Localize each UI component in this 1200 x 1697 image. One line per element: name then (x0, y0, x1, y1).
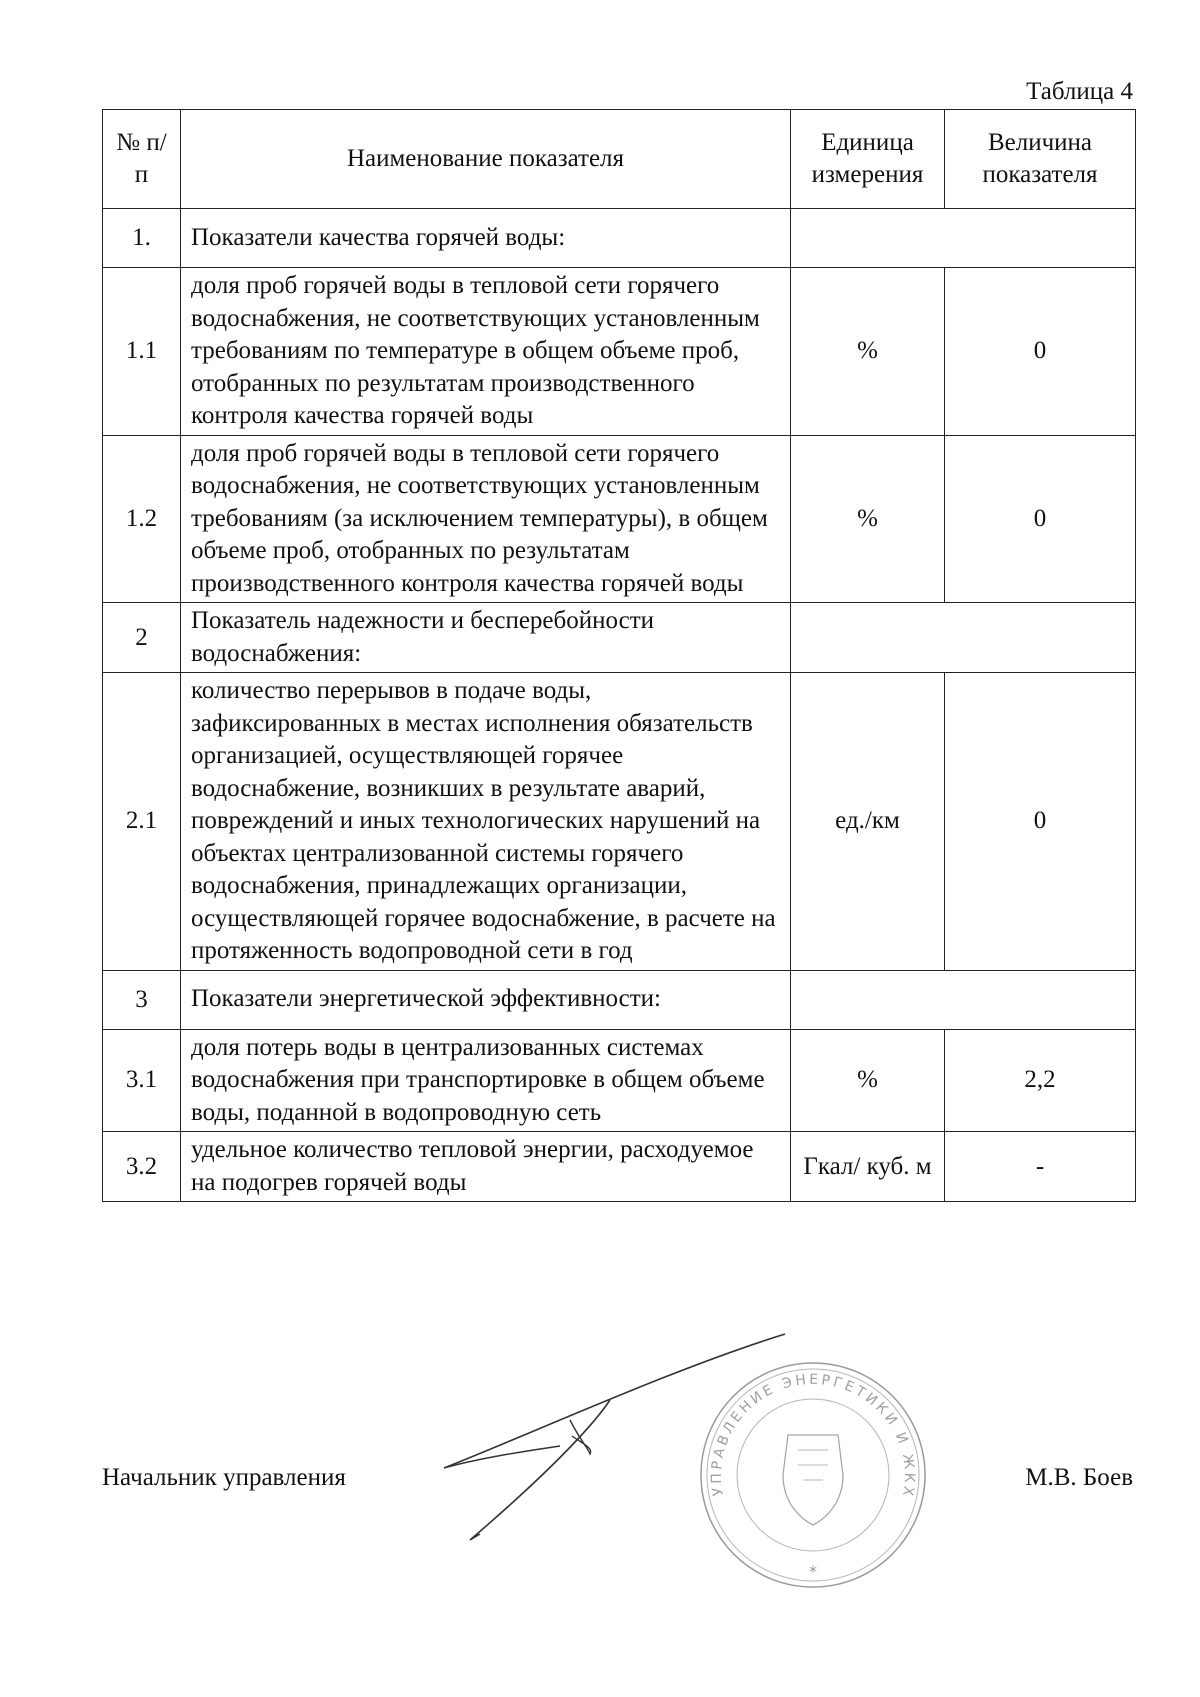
table-row (103, 1029, 1136, 1132)
row-name: Показатели энергетической эффективности: (181, 970, 791, 1029)
table-row (103, 435, 1136, 603)
row-number: 2.1 (103, 673, 181, 971)
table-row (103, 603, 1136, 673)
row-empty-cell (791, 603, 1136, 673)
svg-text:*: * (809, 1562, 817, 1581)
row-name: Показатель надежности и бесперебойности водоснабжения: (181, 603, 791, 673)
row-empty-cell (791, 970, 1136, 1029)
row-name: Показатели качества горячей воды: (181, 209, 791, 268)
row-number: 1.2 (103, 435, 181, 603)
row-unit: % (791, 1029, 945, 1132)
row-value: 2,2 (945, 1029, 1136, 1132)
row-unit: ед./км (791, 673, 945, 971)
table-caption: Таблица 4 (1026, 78, 1133, 105)
row-name: доля проб горячей воды в тепловой сети горячего водоснабжения, не соответствующих установленным требованиям (за исключением температуры), в общем объеме проб, отобранных по результатам производственного контроля качества горячей воды (181, 435, 791, 603)
table-header-row (103, 110, 1136, 209)
row-name: доля проб горячей воды в тепловой сети горячего водоснабжения, не соответствующих установленным требованиям по температуре в общем объеме проб, отобранных по результатам производственного контроля качества горячей воды (181, 268, 791, 436)
stamp-image (693, 1355, 933, 1595)
table-row (103, 970, 1136, 1029)
row-number: 3 (103, 970, 181, 1029)
row-number: 1. (103, 209, 181, 268)
header-value: Величина показателя (945, 110, 1136, 209)
row-name: доля потерь воды в централизованных системах водоснабжения при транспортировке в общем объеме воды, поданной в водопроводную сеть (181, 1029, 791, 1132)
header-number: № п/п (103, 110, 181, 209)
row-value: 0 (945, 268, 1136, 436)
row-unit: % (791, 268, 945, 436)
row-number: 3.1 (103, 1029, 181, 1132)
signer-name: М.В. Боев (1025, 1464, 1133, 1491)
table-row (103, 268, 1136, 436)
table-row (103, 209, 1136, 268)
row-empty-cell (791, 209, 1136, 268)
table-row (103, 673, 1136, 971)
row-value: - (945, 1132, 1136, 1202)
row-number: 3.2 (103, 1132, 181, 1202)
row-value: 0 (945, 673, 1136, 971)
row-unit: Гкал/ куб. м (791, 1132, 945, 1202)
row-value: 0 (945, 435, 1136, 603)
header-unit: Единица измерения (791, 110, 945, 209)
table-row (103, 1132, 1136, 1202)
row-name: удельное количество тепловой энергии, расходуемое на подогрев горячей воды (181, 1132, 791, 1202)
row-unit: % (791, 435, 945, 603)
row-number: 1.1 (103, 268, 181, 436)
indicators-table (102, 109, 1136, 1202)
svg-text:УПРАВЛЕНИЕ ЭНЕРГЕТИКИ И ЖКХ: УПРАВЛЕНИЕ ЭНЕРГЕТИКИ И ЖКХ (708, 1371, 918, 1500)
signer-position: Начальник управления (102, 1464, 346, 1491)
row-number: 2 (103, 603, 181, 673)
header-name: Наименование показателя (181, 110, 791, 209)
row-name: количество перерывов в подаче воды, зафиксированных в местах исполнения обязательств организацией, осуществляющей горячее водоснабжение, возникших в результате аварий, повреждений и иных технологических нарушений на объектах централизованной системы горячего водоснабжения, принадлежащих организации, осуществляющей горячее водоснабжение, в расчете на протяженность водопроводной сети в год (181, 673, 791, 971)
